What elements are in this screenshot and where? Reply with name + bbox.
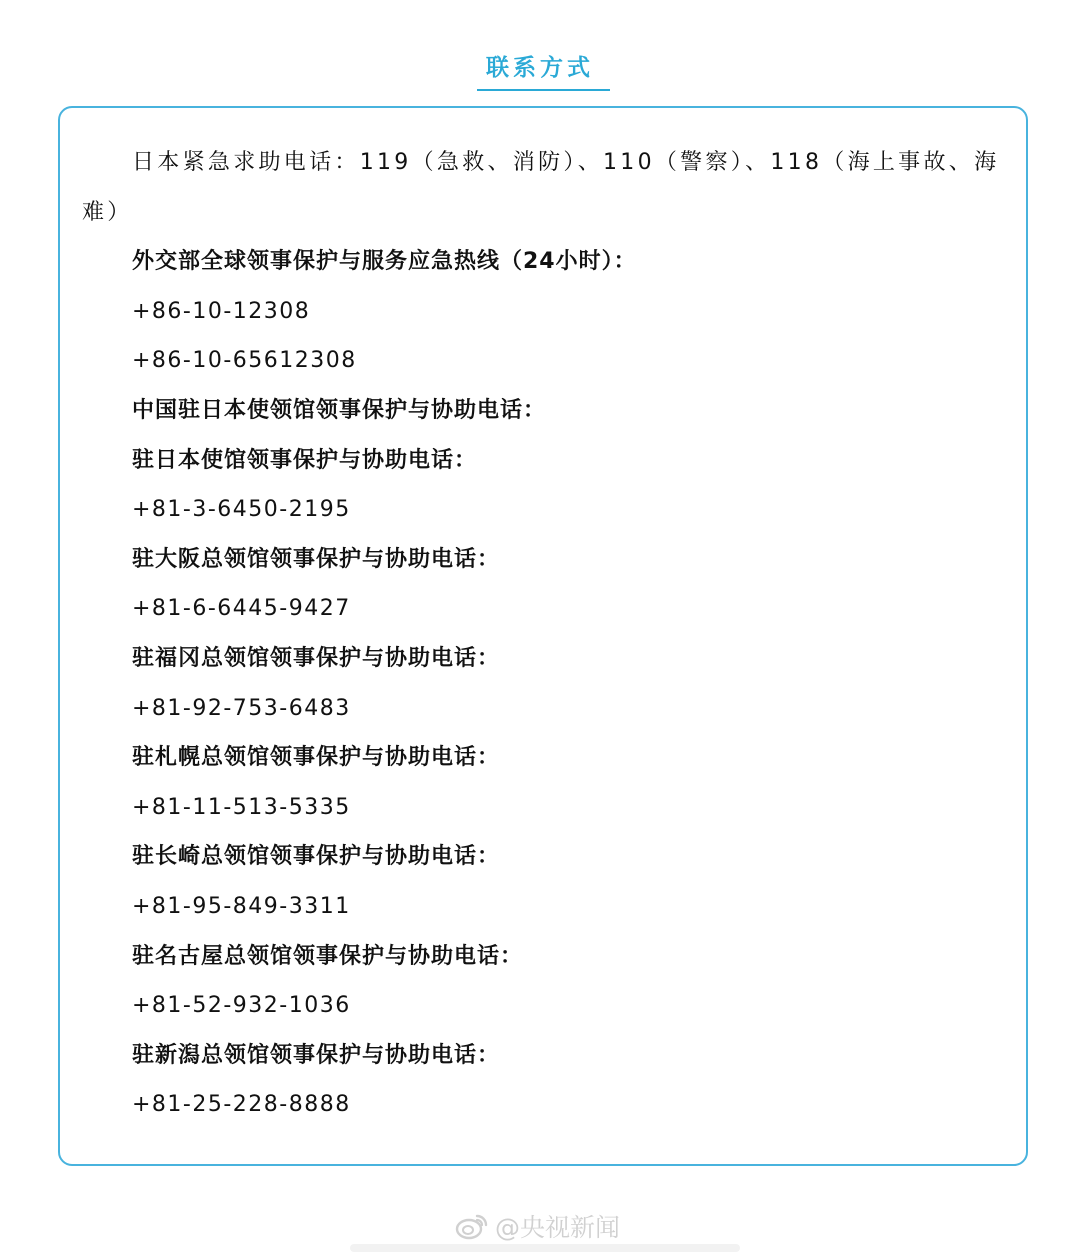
- watermark: [455, 1206, 620, 1246]
- watermark-text: @央视新闻: [495, 1213, 621, 1242]
- consulate-fukuoka-heading: 驻福冈总领馆领事保护与协助电话：: [132, 645, 501, 671]
- emergency-numbers-text: 日本紧急求助电话：119（急救、消防）、110（警察）、118（海上事故、海难）: [82, 150, 1000, 225]
- weibo-icon: [455, 1212, 489, 1240]
- consulate-fukuoka-phone: +81-92-753-6483: [132, 695, 351, 721]
- consulate-nagoya-phone: +81-52-932-1036: [132, 993, 351, 1019]
- hotline-heading: 外交部全球领事保护与服务应急热线（24小时）：: [132, 249, 637, 275]
- hotline-phone-2: +86-10-65612308: [132, 348, 357, 374]
- consulate-sapporo-heading: 驻札幌总领馆领事保护与协助电话：: [132, 745, 501, 771]
- consulate-nagasaki-heading: 驻长崎总领馆领事保护与协助电话：: [132, 844, 501, 870]
- contact-content: [82, 138, 1006, 1130]
- embassy-group-heading: 中国驻日本使领馆领事保护与协助电话：: [132, 397, 547, 423]
- hotline-phone-1: +86-10-12308: [132, 298, 311, 324]
- embassy-tokyo-phone: +81-3-6450-2195: [132, 497, 351, 523]
- consulate-nagasaki-phone: +81-95-849-3311: [132, 893, 351, 919]
- contact-card: [58, 106, 1028, 1166]
- consulate-niigata-heading: 驻新潟总领馆领事保护与协助电话：: [132, 1042, 501, 1068]
- consulate-niigata-phone: +81-25-228-8888: [132, 1092, 351, 1118]
- consulate-osaka-heading: 驻大阪总领馆领事保护与协助电话：: [132, 546, 501, 572]
- title-underline: [477, 89, 610, 91]
- section-title: 联系方式: [486, 55, 594, 81]
- consulate-sapporo-phone: +81-11-513-5335: [132, 794, 351, 820]
- embassy-tokyo-heading: 驻日本使馆领事保护与协助电话：: [132, 447, 478, 473]
- consulate-osaka-phone: +81-6-6445-9427: [132, 596, 351, 622]
- bottom-bar: [350, 1244, 740, 1252]
- consulate-nagoya-heading: 驻名古屋总领馆领事保护与协助电话：: [132, 943, 524, 969]
